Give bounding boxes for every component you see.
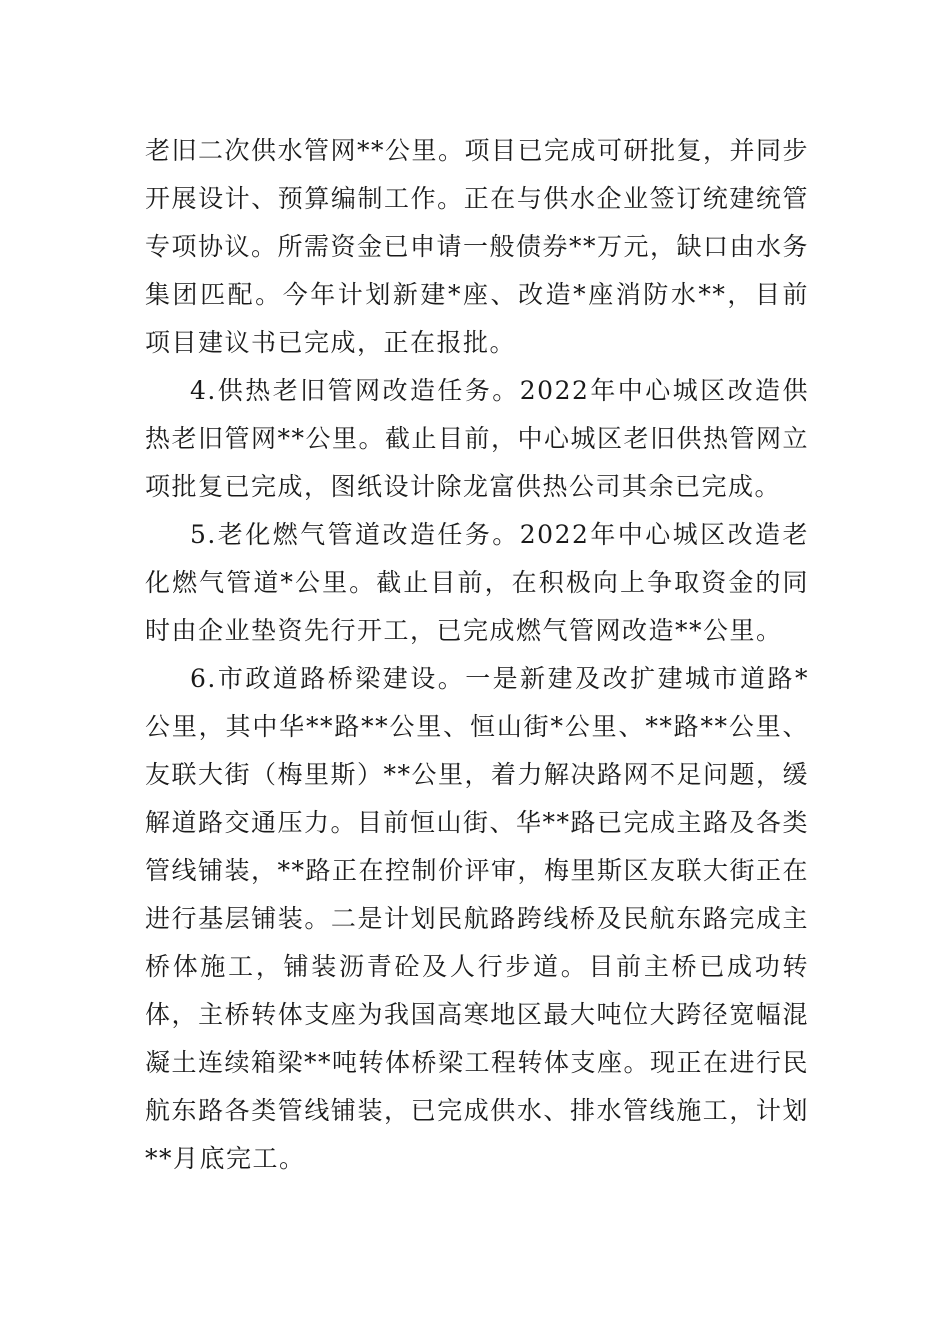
paragraph-road-bridge-construction: 6.市政道路桥梁建设。一是新建及改扩建城市道路*公里，其中华**路**公里、恒山街*公里、**路**公里、友联大街（梅里斯）**公里，着力解决路网不足问题，缓解道路交通压力。目前恒山街、华**路已完成主路及各类管线铺装，**路正在控制价评审，梅里斯区友联大街正在进行基层铺装。二是计划民航路跨线桥及民航东路完成主桥体施工，铺装沥青砼及人行步道。目前主桥已成功转体，主桥转体支座为我国高寒地区最大吨位大跨径宽幅混凝土连续箱梁**吨转体桥梁工程转体支座。现正在进行民航东路各类管线铺装，已完成供水、排水管线施工，计划**月底完工。: [145, 664, 810, 1173]
paragraph-heating-pipe-renovation: 4.供热老旧管网改造任务。2022年中心城区改造供热老旧管网**公里。截止目前，中心城区老旧供热管网立项批复已完成，图纸设计除龙富供热公司其余已完成。: [145, 376, 810, 501]
paragraph-gas-pipe-renovation: 5.老化燃气管道改造任务。2022年中心城区改造老化燃气管道*公里。截止目前，在积极向上争取资金的同时由企业垫资先行开工，已完成燃气管网改造**公里。: [145, 520, 809, 645]
paragraph-water-supply-continued: 老旧二次供水管网**公里。项目已完成可研批复，并同步开展设计、预算编制工作。正在与供水企业签订统建统管专项协议。所需资金已申请一般债券**万元，缺口由水务集团匹配。今年计划新建*座、改造*座消防水**，目前项目建议书已完成，正在报批。: [145, 136, 810, 357]
document-body: [145, 127, 809, 1183]
